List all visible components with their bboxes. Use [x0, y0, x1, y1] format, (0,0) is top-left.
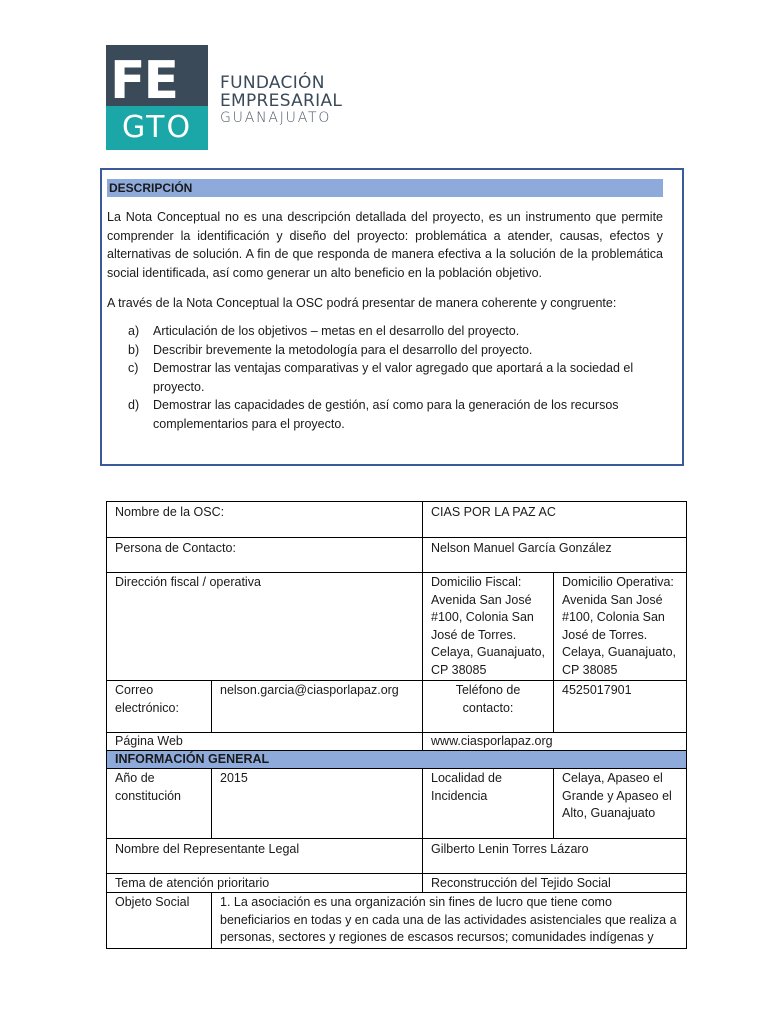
legal-rep-label: Nombre del Representante Legal	[107, 839, 423, 874]
osc-name-value: CIAS POR LA PAZ AC	[423, 502, 687, 538]
web-value: www.ciasporlapaz.org	[423, 733, 687, 751]
phone-value: 4525017901	[554, 681, 687, 733]
description-paragraph-1: La Nota Conceptual no es una descripción detallada del proyecto, es un instrumento que permite comprender la identificación y diseño del proyecto: problemática a atender, causas, efectos y alternativas de solución. A fin de que responda de manera efectiva a la solución de la problemática social identificada, así como generar un alto beneficio en la población objetivo.	[107, 210, 663, 280]
table-row	[107, 538, 687, 573]
description-box	[100, 168, 684, 466]
list-item	[128, 359, 668, 396]
fegto-logo	[106, 45, 208, 150]
description-paragraph-2: A través de la Nota Conceptual la OSC podrá presentar de manera coherente y congruente:	[107, 296, 617, 310]
contact-value: Nelson Manuel García González	[423, 538, 687, 573]
locality-value: Celaya, Apaseo el Grande y Apaseo el Alto, Guanajuato	[554, 769, 687, 839]
list-text: Demostrar las capacidades de gestión, así como para la generación de los recursos complementarios para el proyecto.	[153, 398, 619, 431]
contact-label: Persona de Contacto:	[107, 538, 423, 573]
purpose-label: Objeto Social	[107, 893, 212, 949]
topic-label: Tema de atención prioritario	[107, 874, 423, 893]
general-info-header: INFORMACIÓN GENERAL	[107, 751, 687, 769]
osc-name-label: Nombre de la OSC:	[107, 502, 423, 538]
table-row	[107, 681, 687, 733]
logo-gto-text: GTO	[121, 110, 193, 145]
list-item	[128, 341, 668, 360]
table-row	[107, 874, 687, 893]
list-item	[128, 322, 668, 341]
list-marker: d)	[128, 398, 140, 412]
web-label: Página Web	[107, 733, 423, 751]
purpose-value: 1. La asociación es una organización sin fines de lucro que tiene como beneficiarios en todas y en cada una de las actividades asistenciales que realiza a personas, sectores y regiones de escasos recursos; comunidades indígenas y	[212, 893, 687, 949]
osc-info-table	[106, 501, 687, 949]
legal-rep-value: Gilberto Lenin Torres Lázaro	[423, 839, 687, 874]
list-marker: a)	[128, 324, 140, 338]
table-row	[107, 573, 687, 681]
brand-line-2: EMPRESARIAL	[220, 91, 343, 111]
email-value: nelson.garcia@ciasporlapaz.org	[212, 681, 423, 733]
list-marker: b)	[128, 342, 140, 357]
brand-name	[220, 74, 342, 127]
table-row	[107, 893, 687, 949]
table-row	[107, 839, 687, 874]
table-row	[107, 733, 687, 751]
brand-line-3: GUANAJUATO	[220, 110, 332, 126]
phone-label: Teléfono de contacto:	[423, 681, 554, 733]
logo-mark-top	[106, 45, 208, 106]
logo-mark-bottom	[106, 106, 208, 150]
list-text: Demostrar las ventajas comparativas y el valor agregado que aportará a la sociedad el proyecto.	[153, 361, 634, 394]
list-marker: c)	[128, 361, 139, 375]
year-value: 2015	[212, 769, 423, 839]
email-label: Correo electrónico:	[107, 681, 212, 733]
table-row	[107, 751, 687, 769]
year-label: Año de constitución	[107, 769, 212, 839]
description-list	[128, 322, 668, 433]
fiscal-address-value: Domicilio Fiscal: Avenida San José #100, Colonia San José de Torres. Celaya, Guanajuato, CP 38085	[423, 573, 554, 681]
brand-line-1: FUNDACIÓN	[220, 73, 325, 93]
address-label: Dirección fiscal / operativa	[107, 573, 423, 681]
operative-address-value: Domicilio Operativa: Avenida San José #100, Colonia San José de Torres. Celaya, Guanajuato, CP 38085	[554, 573, 687, 681]
table-row	[107, 769, 687, 839]
logo-fe-text: FE	[110, 51, 178, 106]
list-text: Describir brevemente la metodología para el desarrollo del proyecto.	[153, 342, 533, 357]
list-text: Articulación de los objetivos – metas en el desarrollo del proyecto.	[153, 324, 520, 338]
description-header: DESCRIPCIÓN	[107, 179, 663, 197]
list-item	[128, 396, 668, 433]
table-row	[107, 502, 687, 538]
locality-label: Localidad de Incidencia	[423, 769, 554, 839]
topic-value: Reconstrucción del Tejido Social	[423, 874, 687, 893]
